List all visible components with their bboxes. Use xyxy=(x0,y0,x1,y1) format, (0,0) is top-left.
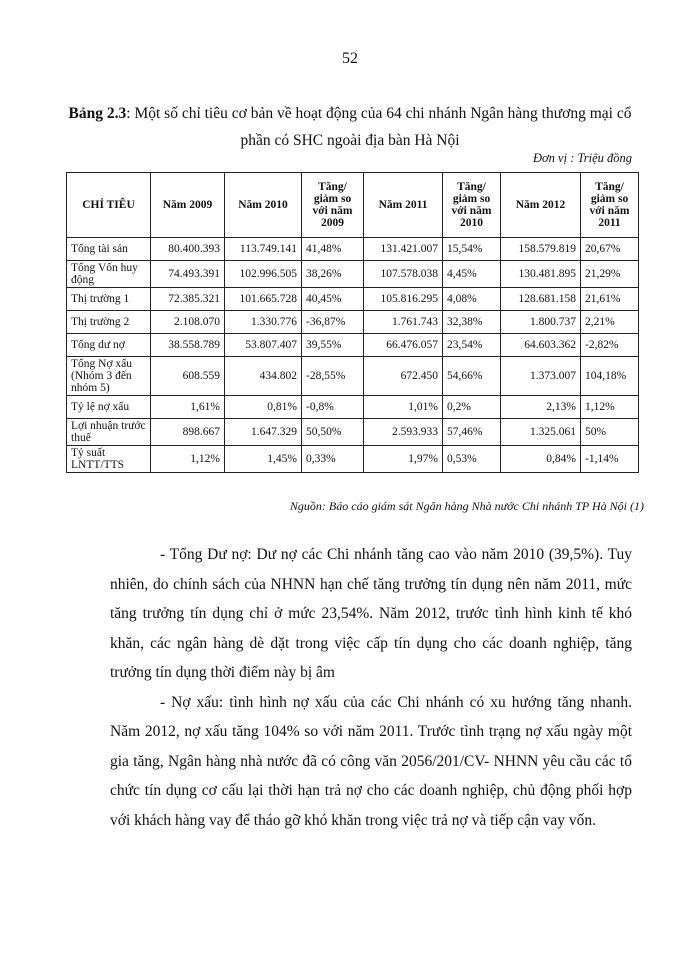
table-cell: 80.400.393 xyxy=(151,238,225,261)
table-cell: -1,14% xyxy=(581,446,639,473)
table-cell: 104,18% xyxy=(581,357,639,396)
table-row xyxy=(67,334,639,357)
table-cell: -28,55% xyxy=(302,357,364,396)
table-row xyxy=(67,396,639,419)
table-cell: 23,54% xyxy=(443,334,501,357)
row-label-cell: Thị trường 1 xyxy=(67,288,151,311)
table-cell: 434.802 xyxy=(225,357,302,396)
header-cell: Tăng/ giảm so với năm 2010 xyxy=(443,173,501,238)
table-cell: 53.807.407 xyxy=(225,334,302,357)
row-label-cell: Tỷ suất LNTT/TTS xyxy=(67,446,151,473)
table-cell: 1.325.061 xyxy=(501,419,581,446)
header-cell: Tăng/ giảm so với năm 2011 xyxy=(581,173,639,238)
row-label-cell: Tổng tài sản xyxy=(67,238,151,261)
table-cell: 0,84% xyxy=(501,446,581,473)
table-cell: 4,45% xyxy=(443,261,501,288)
table-cell: 0,81% xyxy=(225,396,302,419)
table-row xyxy=(67,357,639,396)
table-cell: 0,33% xyxy=(302,446,364,473)
table-cell: 1,45% xyxy=(225,446,302,473)
table-row xyxy=(67,288,639,311)
table-cell: 40,45% xyxy=(302,288,364,311)
table-cell: 105.816.295 xyxy=(364,288,443,311)
table-row xyxy=(67,261,639,288)
caption-label: Bảng 2.3 xyxy=(68,105,127,122)
table-cell: 102.996.505 xyxy=(225,261,302,288)
table-caption xyxy=(60,100,640,154)
row-label-cell: Thị trường 2 xyxy=(67,311,151,334)
source-note: Nguồn: Báo cáo giám sát Ngân hàng Nhà nước Chi nhánh TP Hà Nội (1) xyxy=(289,499,644,513)
row-label-cell: Lợi nhuận trước thuế xyxy=(67,419,151,446)
caption-text: : Một số chỉ tiêu cơ bản về hoạt động của 64 chi nhánh Ngân hàng thương mại cổ phần có SHC ngoài địa bàn Hà Nội xyxy=(126,105,632,149)
table-cell: 898.667 xyxy=(151,419,225,446)
table-row xyxy=(67,419,639,446)
table-cell: 1.800.737 xyxy=(501,311,581,334)
table-cell: 72.385.321 xyxy=(151,288,225,311)
table-cell: 50,50% xyxy=(302,419,364,446)
table-cell: 4,08% xyxy=(443,288,501,311)
page-number: 52 xyxy=(342,50,358,67)
table-cell: 1.647.329 xyxy=(225,419,302,446)
table-cell: 32,38% xyxy=(443,311,501,334)
header-cell: CHỈ TIÊU xyxy=(67,173,151,238)
table-cell: 128.681.158 xyxy=(501,288,581,311)
table-cell: 672.450 xyxy=(364,357,443,396)
header-cell: Tăng/ giảm so với năm 2009 xyxy=(302,173,364,238)
row-label-cell: Tổng Vốn huy động xyxy=(67,261,151,288)
row-label-cell: Tỷ lệ nợ xấu xyxy=(67,396,151,419)
table-cell: 50% xyxy=(581,419,639,446)
header-cell: Năm 2012 xyxy=(501,173,581,238)
table-cell: 1.330.776 xyxy=(225,311,302,334)
row-label-cell: Tổng Nợ xấu (Nhóm 3 đến nhóm 5) xyxy=(67,357,151,396)
table-cell: 1,12% xyxy=(151,446,225,473)
table-cell: 64.603.362 xyxy=(501,334,581,357)
table-cell: -36,87% xyxy=(302,311,364,334)
table-cell: -0,8% xyxy=(302,396,364,419)
table-cell: 1,97% xyxy=(364,446,443,473)
table-cell: 54,66% xyxy=(443,357,501,396)
table-header-row xyxy=(67,173,639,238)
table-cell: 15,54% xyxy=(443,238,501,261)
table-cell: 2,21% xyxy=(581,311,639,334)
table-cell: 2.108.070 xyxy=(151,311,225,334)
table-cell: 20,67% xyxy=(581,238,639,261)
table-cell: 21,29% xyxy=(581,261,639,288)
table-cell: 66.476.057 xyxy=(364,334,443,357)
table-row xyxy=(67,446,639,473)
table-cell: 158.579.819 xyxy=(501,238,581,261)
body-text xyxy=(110,540,632,835)
paragraph: - Nợ xấu: tình hình nợ xấu của các Chi nhánh có xu hướng tăng nhanh. Năm 2012, nợ xấu tăng 104% so với năm 2011. Trước tình trạng nợ xấu ngày một gia tăng, Ngân hàng nhà nước đã có công văn 2056/201/CV- NHNN yêu cầu các tổ chức tín dụng cơ cấu lại thời hạn trả nợ cho các doanh nghiệp, chủ động phối hợp với khách hàng vay để tháo gỡ khó khăn trong việc trả nợ và tiếp cận vay vốn. xyxy=(110,693,632,829)
table-cell: 1,01% xyxy=(364,396,443,419)
table-cell: 38.558.789 xyxy=(151,334,225,357)
table-cell: 41,48% xyxy=(302,238,364,261)
table-cell: 0,53% xyxy=(443,446,501,473)
table-row xyxy=(67,311,639,334)
table-cell: 101.665.728 xyxy=(225,288,302,311)
table-row xyxy=(67,238,639,261)
data-table xyxy=(66,172,639,473)
table-cell: 1.761.743 xyxy=(364,311,443,334)
header-cell: Năm 2010 xyxy=(225,173,302,238)
table-cell: 2.593.933 xyxy=(364,419,443,446)
header-cell: Năm 2009 xyxy=(151,173,225,238)
row-label-cell: Tổng dư nợ xyxy=(67,334,151,357)
table-cell: 113.749.141 xyxy=(225,238,302,261)
table-cell: 130.481.895 xyxy=(501,261,581,288)
table-cell: 1,61% xyxy=(151,396,225,419)
table-cell: -2,82% xyxy=(581,334,639,357)
table-cell: 107.578.038 xyxy=(364,261,443,288)
table-cell: 74.493.391 xyxy=(151,261,225,288)
table-cell: 1,12% xyxy=(581,396,639,419)
table-cell: 1.373.007 xyxy=(501,357,581,396)
unit-note: Đơn vị : Triệu đồng xyxy=(532,151,632,165)
table-cell: 57,46% xyxy=(443,419,501,446)
table-cell: 131.421.007 xyxy=(364,238,443,261)
table-cell: 0,2% xyxy=(443,396,501,419)
paragraph: - Tổng Dư nợ: Dư nợ các Chi nhánh tăng cao vào năm 2010 (39,5%). Tuy nhiên, do chính sách của NHNN hạn chế tăng trưởng tín dụng nên năm 2011, mức tăng trưởng tín dụng chỉ ở mức 23,54%. Năm 2012, trước tình hình kinh tế khó khăn, các ngân hàng dè dặt trong việc cấp tín dụng cho các doanh nghiệp, tăng trưởng tín dụng thời điểm này bị âm xyxy=(110,546,632,681)
table-cell: 38,26% xyxy=(302,261,364,288)
table-cell: 39,55% xyxy=(302,334,364,357)
table-cell: 21,61% xyxy=(581,288,639,311)
table-cell: 608.559 xyxy=(151,357,225,396)
table-cell: 2,13% xyxy=(501,396,581,419)
header-cell: Năm 2011 xyxy=(364,173,443,238)
